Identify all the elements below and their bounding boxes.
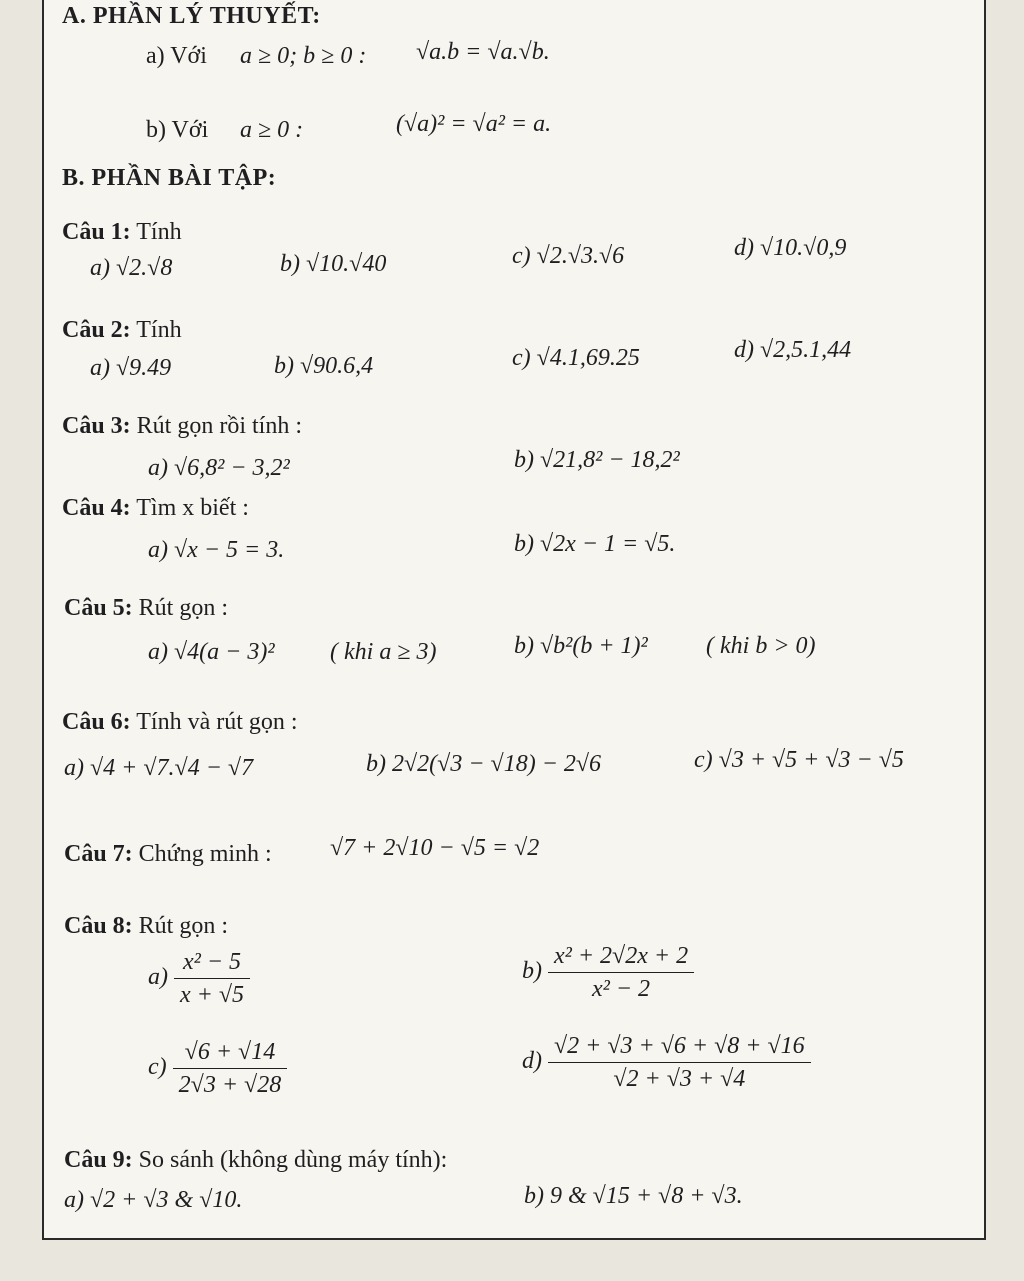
q8-a-label: a) <box>148 964 168 991</box>
q6-part-c: c) √3 + √5 + √3 − √5 <box>694 747 904 773</box>
q6-part-b: b) 2√2(√3 − √18) − 2√6 <box>366 751 602 777</box>
question-text: Rút gọn rồi tính : <box>136 413 303 439</box>
q7-formula: √7 + 2√10 − √5 = √2 <box>330 835 540 861</box>
question-text: Tính <box>136 317 182 343</box>
q8-a-numerator: x² − 5 <box>182 949 242 975</box>
q8-c-label: c) <box>148 1054 167 1081</box>
q2-part-c: c) √4.1,69.25 <box>512 345 640 371</box>
question-2-heading <box>62 318 182 342</box>
q8-a-denominator: x + √5 <box>174 978 250 1007</box>
question-7-heading <box>64 842 272 866</box>
question-text: Rút gọn : <box>138 595 229 621</box>
q8-b-denominator: x² − 2 <box>548 972 694 1001</box>
theory-a-label: a) Với <box>146 43 207 69</box>
theory-a-condition: a ≥ 0; b ≥ 0 : <box>240 43 367 69</box>
theory-b-condition: a ≥ 0 : <box>240 117 304 143</box>
q8-part-d <box>522 1034 811 1091</box>
q8-part-b <box>522 944 694 1001</box>
question-text: Chứng minh : <box>138 841 272 867</box>
q1-part-c: c) √2.√3.√6 <box>512 243 625 269</box>
q8-d-denominator: √2 + √3 + √4 <box>548 1062 811 1091</box>
question-1-heading <box>62 220 182 244</box>
question-6-heading <box>62 710 298 734</box>
q4-part-a: a) √x − 5 = 3. <box>148 537 285 563</box>
theory-a-formula: √a.b = √a.√b. <box>416 39 550 65</box>
question-number: Câu 9: <box>64 1147 133 1173</box>
q3-part-b: b) √21,8² − 18,2² <box>514 447 680 473</box>
question-number: Câu 7: <box>64 841 133 867</box>
question-text: Tính <box>136 219 182 245</box>
q8-a-fraction <box>174 950 250 1007</box>
exercise-section-title: B. PHẦN BÀI TẬP: <box>62 165 277 191</box>
q8-d-label: d) <box>522 1048 542 1075</box>
q2-part-b: b) √90.6,4 <box>274 353 374 379</box>
theory-section-title: A. PHẦN LÝ THUYẾT: <box>62 3 321 29</box>
q8-c-fraction <box>173 1040 288 1097</box>
q1-part-a: a) √2.√8 <box>90 255 173 281</box>
q8-c-denominator: 2√3 + √28 <box>173 1068 288 1097</box>
q5-part-b-condition: ( khi b > 0) <box>706 633 816 659</box>
q6-part-a: a) √4 + √7.√4 − √7 <box>64 755 254 781</box>
question-number: Câu 3: <box>62 413 131 439</box>
q5-part-a: a) √4(a − 3)² <box>148 639 275 665</box>
q2-part-d: d) √2,5.1,44 <box>734 337 852 363</box>
q8-part-c <box>148 1040 287 1097</box>
q9-part-a: a) √2 + √3 & √10. <box>64 1187 243 1213</box>
theory-b-label: b) Với <box>146 117 209 143</box>
question-number: Câu 5: <box>64 595 133 621</box>
worksheet-page <box>42 0 986 1240</box>
question-8-heading <box>64 914 228 938</box>
q4-part-b: b) √2x − 1 = √5. <box>514 531 676 557</box>
q3-part-a: a) √6,8² − 3,2² <box>148 455 290 481</box>
q2-part-a: a) √9.49 <box>90 355 172 381</box>
q8-d-fraction <box>548 1034 811 1091</box>
q9-part-b: b) 9 & √15 + √8 + √3. <box>524 1183 743 1209</box>
question-text: Tính và rút gọn : <box>136 709 298 735</box>
q8-d-numerator: √2 + √3 + √6 + √8 + √16 <box>554 1033 805 1059</box>
q8-part-a <box>148 950 250 1007</box>
q8-b-numerator: x² + 2√2x + 2 <box>554 943 689 969</box>
question-4-heading <box>62 496 249 520</box>
question-text: Rút gọn : <box>138 913 229 939</box>
q8-c-numerator: √6 + √14 <box>184 1039 276 1065</box>
question-number: Câu 4: <box>62 495 131 521</box>
question-5-heading <box>64 596 228 620</box>
question-number: Câu 1: <box>62 219 131 245</box>
theory-b-formula: (√a)² = √a² = a. <box>396 111 552 137</box>
q1-part-b: b) √10.√40 <box>280 251 387 277</box>
q1-part-d: d) √10.√0,9 <box>734 235 847 261</box>
question-9-heading <box>64 1148 447 1172</box>
q5-part-b: b) √b²(b + 1)² <box>514 633 648 659</box>
q5-part-a-condition: ( khi a ≥ 3) <box>330 639 437 665</box>
question-number: Câu 2: <box>62 317 131 343</box>
question-number: Câu 8: <box>64 913 133 939</box>
q8-b-label: b) <box>522 958 542 985</box>
q8-b-fraction <box>548 944 694 1001</box>
question-text: Tìm x biết : <box>136 495 249 521</box>
question-text: So sánh (không dùng máy tính): <box>138 1147 448 1173</box>
question-3-heading <box>62 414 302 438</box>
question-number: Câu 6: <box>62 709 131 735</box>
